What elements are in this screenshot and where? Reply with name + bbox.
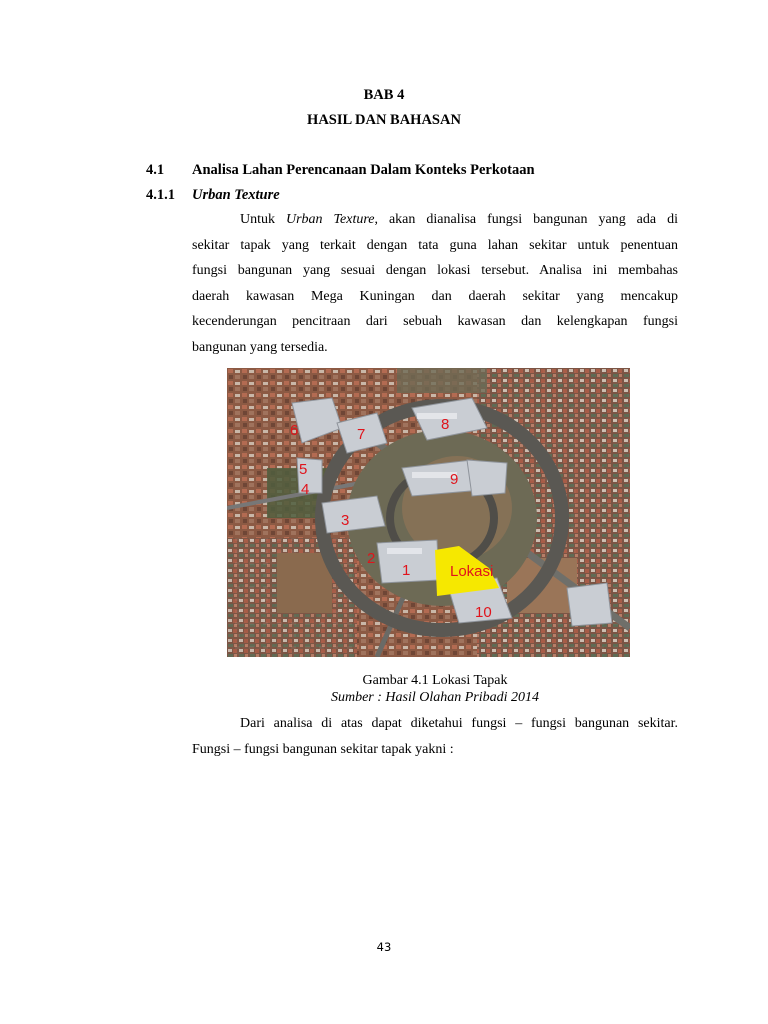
- figure-caption: Gambar 4.1 Lokasi Tapak: [362, 673, 508, 688]
- chapter-title: HASIL DAN BAHASAN: [307, 112, 461, 128]
- map-label-6: 6: [290, 422, 299, 439]
- page-number: 43: [376, 940, 392, 954]
- map-label-1: 1: [402, 562, 411, 579]
- text-run: Untuk: [240, 212, 286, 227]
- map-label-8: 8: [441, 416, 450, 433]
- section-number: 4.1: [146, 162, 165, 178]
- paragraph-line: Dari analisa di atas dapat diketahui fungsi – fungsi bangunan sekitar.: [240, 716, 678, 731]
- map-label-2: 2: [367, 550, 376, 567]
- figure-source: Sumber : Hasil Olahan Pribadi 2014: [330, 690, 540, 705]
- paragraph-line: fungsi bangunan yang sesuai dengan lokasi tersebut. Analisa ini membahas: [192, 263, 678, 278]
- italic-term: Urban Texture: [285, 212, 375, 227]
- paragraph-line: kecenderungan pencitraan dari sebuah kawasan dan kelengkapan fungsi: [192, 314, 678, 329]
- section-title: Analisa Lahan Perencanaan Dalam Konteks Perkotaan: [192, 162, 535, 178]
- paragraph-line: Fungsi – fungsi bangunan sekitar tapak yakni :: [192, 741, 454, 757]
- map-label-5: 5: [299, 461, 308, 478]
- map-label-site: Lokasi: [450, 563, 494, 580]
- paragraph-line: bangunan yang tersedia.: [192, 339, 328, 355]
- chapter-label: BAB 4: [363, 87, 405, 103]
- paragraph-urban-texture: [192, 207, 678, 360]
- paragraph-line: daerah kawasan Mega Kuningan dan daerah sekitar yang mencakup: [192, 288, 678, 304]
- map-label-4: 4: [301, 481, 310, 498]
- aerial-site-photo: [227, 368, 630, 657]
- map-label-7: 7: [357, 426, 366, 443]
- paragraph-line: sekitar tapak yang terkait dengan tata guna lahan sekitar untuk penentuan: [192, 237, 678, 253]
- paragraph-line: [192, 207, 678, 233]
- paragraph-building-functions: [192, 711, 678, 762]
- map-label-10: 10: [475, 604, 492, 621]
- text-run: , akan dianalisa fungsi bangunan yang ada di: [374, 212, 678, 227]
- map-label-3: 3: [341, 512, 350, 529]
- subsection-number: 4.1.1: [146, 187, 175, 203]
- map-label-9: 9: [450, 471, 459, 488]
- subsection-title: Urban Texture: [192, 187, 280, 203]
